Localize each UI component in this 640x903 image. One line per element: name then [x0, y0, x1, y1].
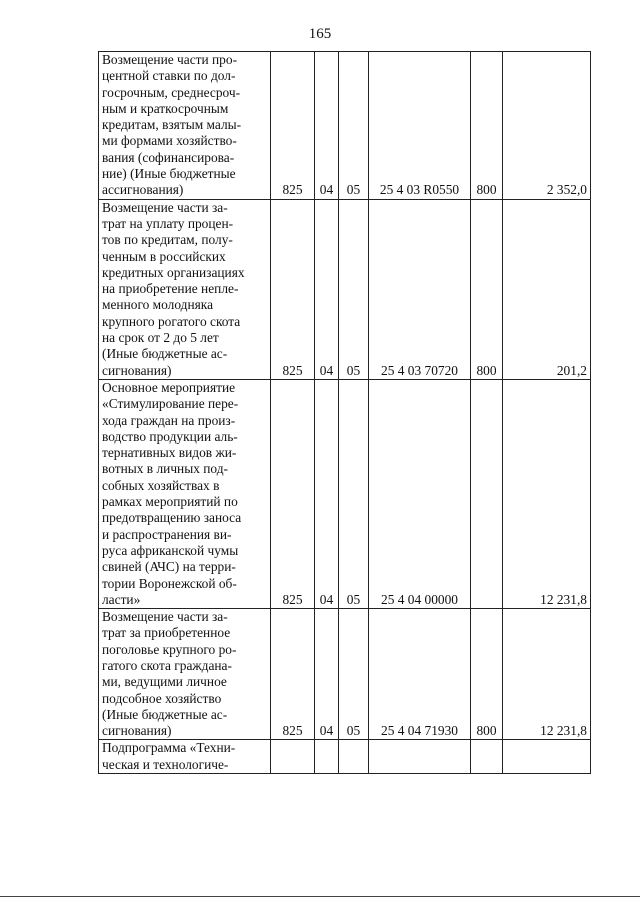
page-number: 165	[308, 26, 332, 42]
item-name-line: сигнования)	[102, 723, 172, 739]
table-row	[99, 609, 591, 740]
item-name-line: центной ставки по дол-	[102, 68, 236, 84]
item-name-line: трат за приобретенное	[102, 625, 231, 641]
subsection-code-cell: 05	[339, 52, 369, 200]
item-name-line: Подпрограмма «Техни-	[102, 740, 236, 756]
amount-cell: 201,2	[503, 199, 591, 379]
target-article-cell: 25 4 03 70720	[369, 199, 471, 379]
item-name-line: и распространения ви-	[102, 526, 232, 542]
item-name-cell	[99, 609, 271, 740]
section-code-cell: 04	[315, 379, 339, 608]
section-code-cell: 04	[315, 52, 339, 200]
item-name-line: Возмещение части за-	[102, 199, 228, 215]
item-name-line: тернативных видов жи-	[102, 445, 237, 461]
subsection-code-cell: 05	[339, 379, 369, 608]
table-row	[99, 379, 591, 608]
item-name-line: менного молодняка	[102, 297, 214, 313]
section-code-cell	[315, 740, 339, 774]
ministry-code-cell: 825	[271, 199, 315, 379]
target-article-cell: 25 4 04 00000	[369, 379, 471, 608]
ministry-code-cell: 825	[271, 379, 315, 608]
item-name-line: собных хозяйствах в	[102, 477, 220, 493]
expense-type-cell: 800	[471, 52, 503, 200]
table-row	[99, 52, 591, 200]
item-name-line: хода граждан на произ-	[102, 412, 236, 428]
table-body	[99, 52, 591, 774]
item-name-line: рамках мероприятий по	[102, 494, 238, 510]
item-name-line: свиней (АЧС) на терри-	[102, 559, 236, 575]
item-name-line: Основное мероприятие	[102, 379, 236, 395]
budget-table	[98, 51, 591, 774]
item-name-line: (Иные бюджетные ас-	[102, 346, 228, 362]
ministry-code-cell: 825	[271, 52, 315, 200]
amount-cell: 2 352,0	[503, 52, 591, 200]
section-code-cell: 04	[315, 199, 339, 379]
item-name-line: тории Воронежской об-	[102, 575, 237, 591]
ministry-code-cell: 825	[271, 609, 315, 740]
item-name-line: вотных в личных под-	[102, 461, 229, 477]
item-name-line: кредитных организациях	[102, 264, 245, 280]
item-name-cell	[99, 379, 271, 608]
item-name-line: «Стимулирование пере-	[102, 396, 239, 412]
item-name-line: ми формами хозяйство-	[102, 133, 237, 149]
expense-type-cell	[471, 379, 503, 608]
item-name-line: водство продукции аль-	[102, 428, 238, 444]
amount-cell	[503, 740, 591, 774]
target-article-cell: 25 4 03 R0550	[369, 52, 471, 200]
expense-type-cell: 800	[471, 199, 503, 379]
subsection-code-cell	[339, 740, 369, 774]
amount-cell: 12 231,8	[503, 379, 591, 608]
expense-type-cell	[471, 740, 503, 774]
item-name-line: гатого скота граждана-	[102, 657, 232, 673]
item-name-line: ние) (Иные бюджетные	[102, 166, 236, 182]
item-name-cell	[99, 199, 271, 379]
page-bottom-rule	[0, 896, 640, 897]
table-row	[99, 740, 591, 774]
item-name-line: вания (софинансирова-	[102, 149, 235, 165]
amount-cell: 12 231,8	[503, 609, 591, 740]
section-code-cell: 04	[315, 609, 339, 740]
item-name-line: руса африканской чумы	[102, 542, 239, 558]
subsection-code-cell: 05	[339, 609, 369, 740]
expense-type-cell: 800	[471, 609, 503, 740]
table-row	[99, 199, 591, 379]
item-name-line: ченным в российских	[102, 248, 226, 264]
item-name-line: Возмещение части за-	[102, 609, 228, 625]
item-name-line: (Иные бюджетные ас-	[102, 706, 228, 722]
item-name-line: ческая и технологиче-	[102, 756, 229, 772]
item-name-line: ми, ведущими личное	[102, 674, 227, 690]
item-name-line: ласти»	[102, 591, 141, 607]
target-article-cell: 25 4 04 71930	[369, 609, 471, 740]
item-name-line: крупного рогатого скота	[102, 313, 241, 329]
item-name-line: сигнования)	[102, 362, 172, 378]
ministry-code-cell	[271, 740, 315, 774]
item-name-line: подсобное хозяйство	[102, 690, 222, 706]
item-name-cell	[99, 740, 271, 774]
item-name-line: ным и краткосрочным	[102, 100, 229, 116]
target-article-cell	[369, 740, 471, 774]
item-name-line: Возмещение части про-	[102, 52, 238, 67]
item-name-line: на приобретение непле-	[102, 281, 239, 297]
item-name-line: ассигнования)	[102, 182, 184, 198]
item-name-line: поголовье крупного ро-	[102, 641, 237, 657]
item-name-line: госрочным, среднесроч-	[102, 84, 241, 100]
item-name-line: на срок от 2 до 5 лет	[102, 330, 219, 346]
item-name-line: кредитам, взятым малы-	[102, 117, 242, 133]
item-name-line: тов по кредитам, полу-	[102, 232, 233, 248]
item-name-cell	[99, 52, 271, 200]
item-name-line: трат на уплату процен-	[102, 215, 234, 231]
item-name-line: предотвращению заноса	[102, 510, 242, 526]
subsection-code-cell: 05	[339, 199, 369, 379]
